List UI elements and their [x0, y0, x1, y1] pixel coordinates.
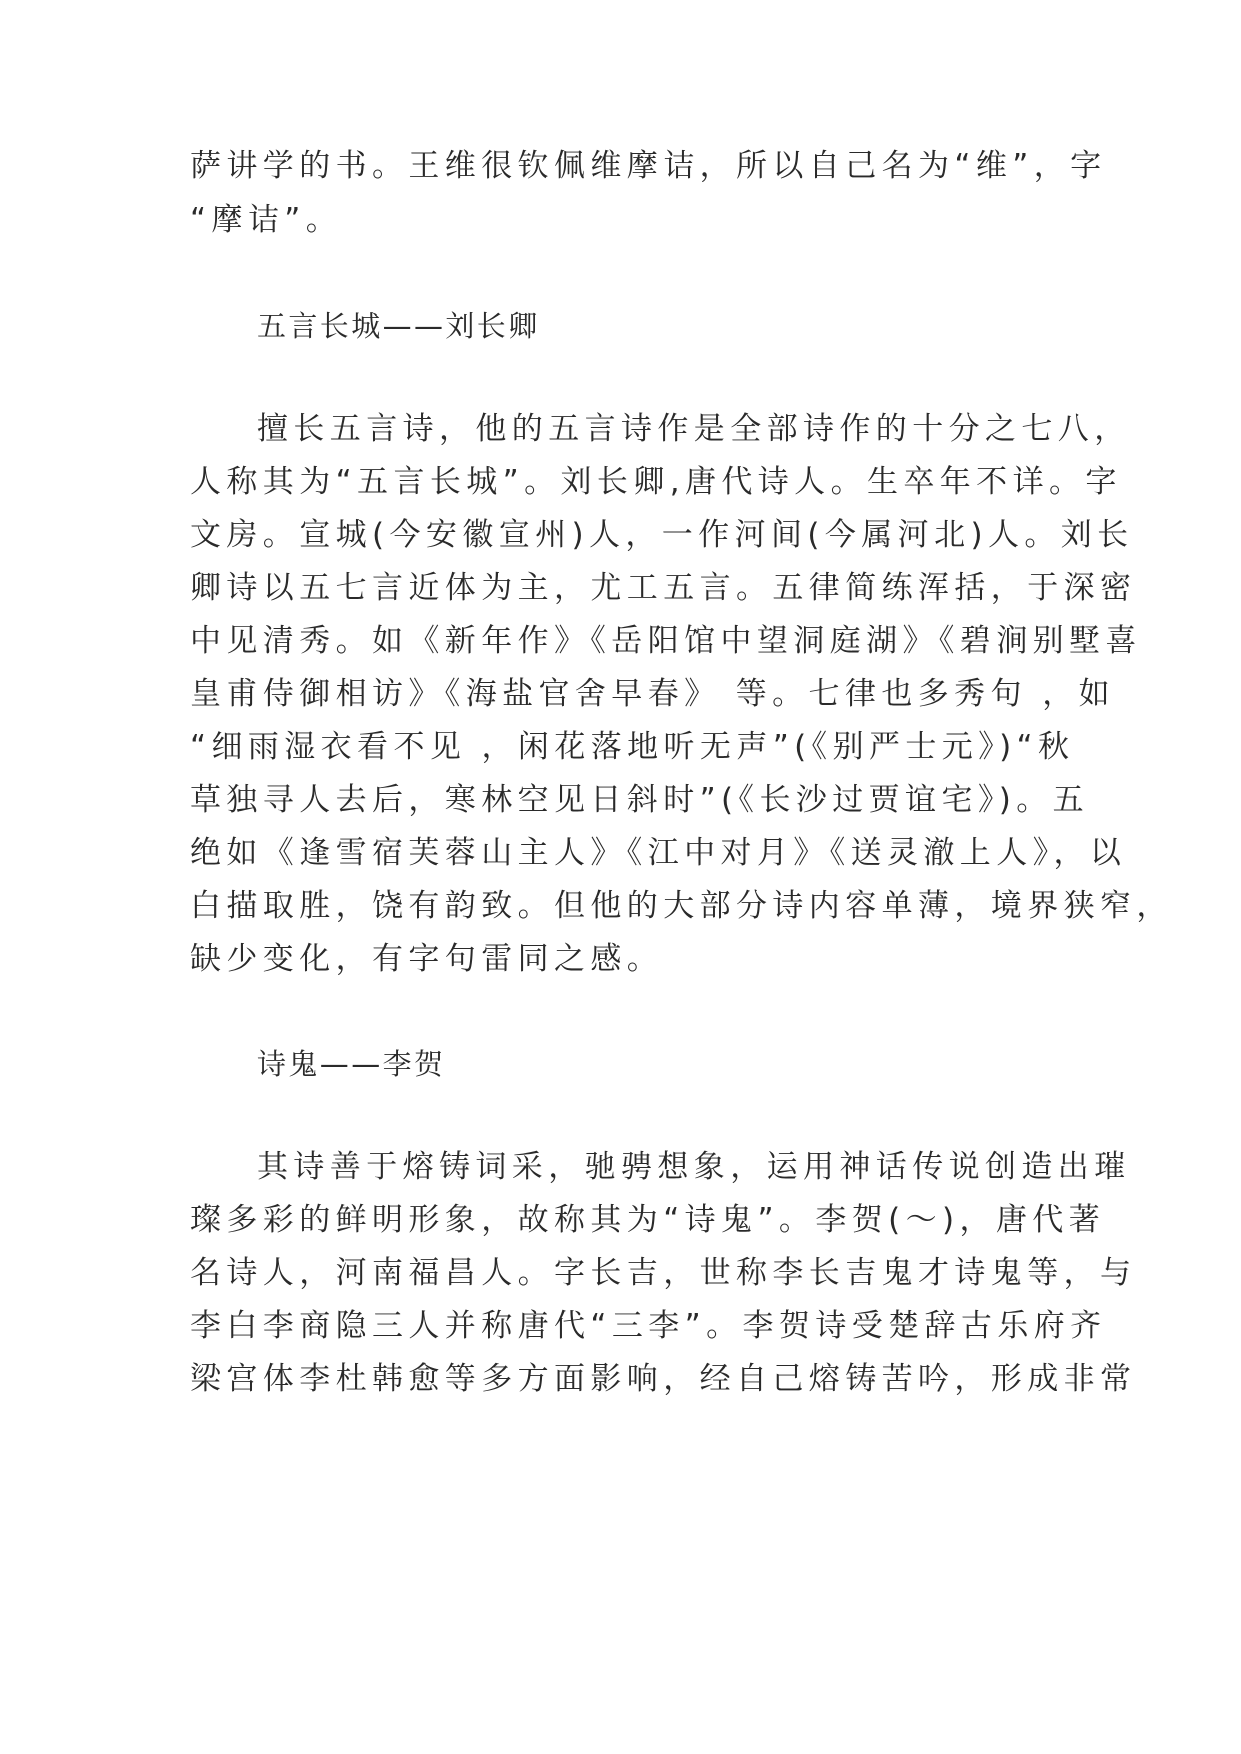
paragraph-line: 萨讲学的书。王维很钦佩维摩诘，所以自己名为“维”，字: [190, 148, 1107, 184]
paragraph-line: “细雨湿衣看不见 ，闲花落地听无声”(《别严士元》)“秋: [190, 729, 1075, 765]
paragraph-line: 缺少变化，有字句雷同之感。: [190, 941, 664, 977]
paragraph-line: 卿诗以五七言近体为主，尤工五言。五律简练浑括，于深密: [190, 570, 1137, 606]
section-heading-li-he: 诗鬼——李贺: [257, 1047, 446, 1081]
paragraph-line: 皇甫侍御相访》《海盐官舍早春》 等。七律也多秀句 ，如: [190, 676, 1116, 712]
section-heading-liu-changqing: 五言长城——刘长卿: [257, 309, 540, 343]
paragraph-line: 草独寻人去后，寒林空见日斜时”(《长沙过贾谊宅》)。五: [190, 782, 1090, 818]
paragraph-line: 文房。宣城(今安徽宣州)人，一作河间(今属河北)人。刘长: [190, 517, 1134, 553]
paragraph-line: 绝如《逢雪宿芙蓉山主人》《江中对月》《送灵澈上人》，以: [190, 835, 1127, 871]
paragraph-line: 李白李商隐三人并称唐代“三李”。李贺诗受楚辞古乐府齐: [190, 1308, 1107, 1344]
paragraph-line: 璨多彩的鲜明形象，故称其为“诗鬼”。李贺(～)，唐代著: [190, 1202, 1106, 1238]
paragraph-line: 其诗善于熔铸词采，驰骋想象，运用神话传说创造出璀: [257, 1149, 1131, 1185]
paragraph-line: 白描取胜，饶有韵致。但他的大部分诗内容单薄，境界狭窄，: [190, 888, 1173, 924]
paragraph-line: 名诗人，河南福昌人。字长吉，世称李长吉鬼才诗鬼等，与: [190, 1255, 1137, 1291]
paragraph-line: “摩诘”。: [190, 202, 343, 238]
paragraph-line: 人称其为“五言长城”。刘长卿,唐代诗人。生卒年不详。字: [190, 464, 1122, 500]
paragraph-line: 擅长五言诗，他的五言诗作是全部诗作的十分之七八，: [257, 411, 1131, 447]
paragraph-line: 梁宫体李杜韩愈等多方面影响，经自己熔铸苦吟，形成非常: [190, 1361, 1137, 1397]
paragraph-line: 中见清秀。如《新年作》《岳阳馆中望洞庭湖》《碧涧别墅喜: [190, 623, 1142, 659]
